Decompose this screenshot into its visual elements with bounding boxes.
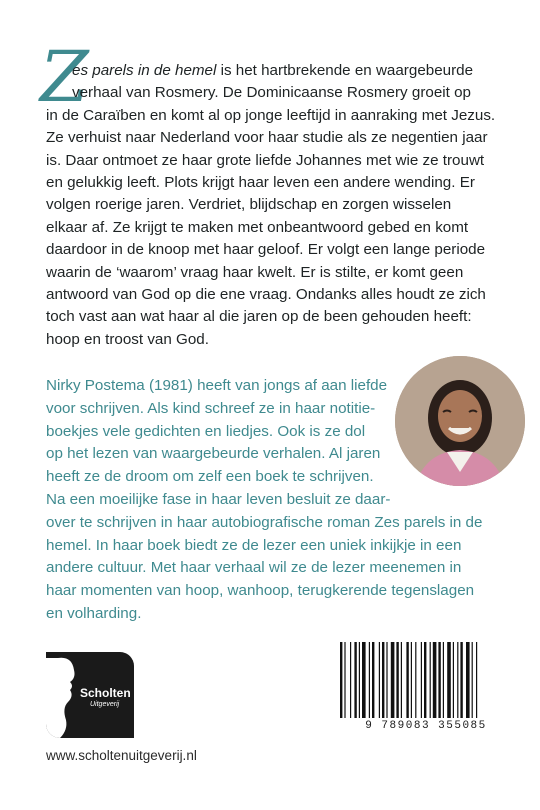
- blurb-line: in de Caraïben en komt al op jonge leeftijd in aanraking met Jezus.: [46, 106, 496, 124]
- portrait-illustration: [395, 356, 525, 486]
- barcode-digits: 9 789083 355085: [365, 720, 487, 732]
- bio-line: over te schrijven in haar autobiografische roman Zes parels in de: [46, 513, 483, 531]
- bio-line: hemel. In haar boek biedt ze de lezer een uniek inkijkje in een: [46, 536, 462, 554]
- publisher-subtitle: Uitgeverij: [90, 701, 120, 708]
- bio-line: Na een moeilijke fase in haar leven besluit ze daar-: [46, 490, 391, 508]
- bio-line: heeft ze de droom om zelf een boek te schrijven.: [46, 468, 374, 486]
- blurb-line: elkaar af. Ze krijgt te maken met onbeantwoord gebed en komt: [46, 218, 469, 236]
- book-title-inline: es parels in de hemel: [72, 62, 217, 79]
- author-portrait: [395, 356, 525, 486]
- blurb-line: en gelukkig leeft. Plots krijgt haar leven een andere wending. Er: [46, 174, 475, 192]
- blurb-line: hoop en troost van God.: [46, 330, 209, 348]
- blurb-line: daardoor in de knoop met haar geloof. Er volgt een lange periode: [46, 241, 486, 259]
- bio-line: andere cultuur. Met haar verhaal wil ze de lezer meenemen in: [46, 559, 462, 577]
- drop-cap-letter: Z: [40, 36, 89, 118]
- barcode-bars: [334, 640, 514, 720]
- blurb-line: antwoord van God op die ene vraag. Ondanks alles houdt ze zich: [46, 286, 486, 304]
- bio-line: haar momenten van hoop, wanhoop, terugkerende tegenslagen: [46, 582, 475, 600]
- blurb-line: [46, 60, 514, 82]
- bio-line: boekjes vele gedichten en liedjes. Ook is ze dol: [46, 422, 366, 440]
- book-blurb: [46, 60, 514, 351]
- blurb-text: is het hartbrekende en waargebeurde: [216, 62, 474, 79]
- blurb-line: verhaal van Rosmery. De Dominicaanse Rosmery groeit op: [72, 84, 471, 102]
- blurb-line: volgen roerige jaren. Verdriet, blijdschap en zorgen wisselen: [46, 196, 452, 214]
- publisher-name: Scholten: [80, 686, 131, 700]
- publisher-website: www.scholtenuitgeverij.nl: [46, 748, 197, 763]
- bio-line: Nirky Postema (1981) heeft van jongs af aan liefde: [46, 377, 388, 394]
- publisher-logo: [46, 652, 134, 738]
- blurb-line: waarin de ‘waarom’ vraag haar kwelt. Er is stilte, er komt geen: [46, 263, 464, 281]
- bio-line: op het lezen van waargebeurde verhalen. Al jaren: [46, 445, 381, 463]
- blurb-line: Ze verhuist naar Nederland voor haar studie als ze negentien jaar: [46, 129, 488, 147]
- bio-line: en volharding.: [46, 604, 142, 622]
- bio-line: voor schrijven. Als kind schreef ze in haar notitie-: [46, 399, 376, 417]
- blurb-line: toch vast aan wat haar al die jaren op de been gehouden heeft:: [46, 308, 472, 326]
- blurb-line: is. Daar ontmoet ze haar grote liefde Johannes met wie ze trouwt: [46, 151, 485, 169]
